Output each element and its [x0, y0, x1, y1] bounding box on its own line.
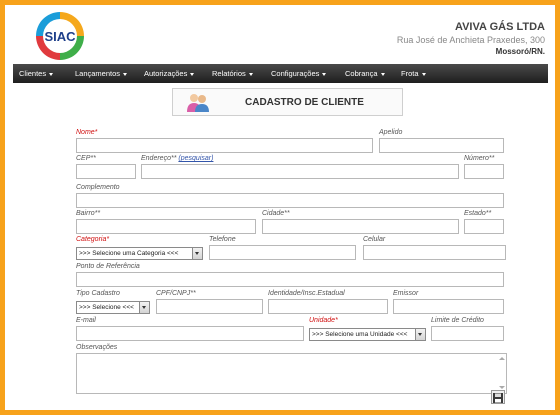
menu-label: Lançamentos [75, 69, 121, 78]
label-apelido: Apelido [379, 129, 403, 136]
estado-input[interactable] [464, 219, 504, 234]
identidade-input[interactable] [268, 299, 388, 314]
label-cpf-cnpj: CPF/CNPJ** [156, 290, 196, 297]
menu-label: Cobrança [345, 69, 378, 78]
page-frame [5, 5, 555, 410]
label-estado: Estado** [464, 210, 492, 217]
endereco-input[interactable] [141, 164, 459, 179]
chevron-down-icon [139, 302, 149, 313]
menu-cobranca[interactable] [345, 64, 385, 83]
label-email: E-mail [76, 317, 96, 324]
telefone-input[interactable] [209, 245, 356, 260]
chevron-down-icon [190, 73, 194, 76]
chevron-down-icon [381, 73, 385, 76]
header [5, 5, 555, 62]
label-tipo-cadastro: Tipo Cadastro [76, 290, 120, 297]
company-address: Rua José de Anchieta Praxedes, 300 [396, 35, 545, 45]
menu-label: Configurações [271, 69, 320, 78]
chevron-down-icon [422, 73, 426, 76]
tipo-cadastro-select-value: >>> Selecione <<< [79, 304, 134, 311]
numero-input[interactable] [464, 164, 504, 179]
company-info [397, 21, 545, 56]
chevron-down-icon [322, 73, 326, 76]
users-icon [185, 91, 211, 113]
form-title-box [172, 88, 403, 116]
save-button[interactable] [491, 390, 505, 404]
bairro-input[interactable] [76, 219, 256, 234]
label-identidade: Identidade/Insc.Estadual [268, 290, 345, 297]
menu-label: Clientes [19, 69, 47, 78]
label-endereco [141, 155, 213, 162]
scroll-up-icon[interactable] [499, 356, 505, 362]
company-city: Mossoró/RN. [495, 47, 545, 56]
label-ponto-referencia: Ponto de Referência [76, 263, 140, 270]
chevron-down-icon [415, 329, 425, 340]
logo-text: SIAC [44, 29, 76, 44]
siac-logo [33, 9, 87, 63]
email-input[interactable] [76, 326, 304, 341]
chevron-down-icon [249, 73, 253, 76]
chevron-down-icon [123, 73, 127, 76]
unidade-select-value: >>> Selecione uma Unidade <<< [312, 331, 408, 338]
endereco-label-text: Endereço** [141, 155, 177, 162]
categoria-select-value: >>> Selecione uma Categoria <<< [79, 250, 179, 257]
label-telefone: Telefone [209, 236, 236, 243]
label-emissor: Emissor [393, 290, 419, 297]
menu-clientes[interactable] [19, 64, 53, 83]
floppy-disk-icon [492, 392, 504, 404]
menu-lancamentos[interactable] [75, 64, 127, 83]
categoria-select[interactable] [76, 247, 203, 260]
chevron-down-icon [49, 73, 53, 76]
main-menu [13, 64, 548, 83]
menu-label: Autorizações [144, 69, 188, 78]
client-form [13, 83, 548, 410]
tipo-cadastro-select[interactable] [76, 301, 150, 314]
apelido-input[interactable] [379, 138, 504, 153]
company-name: AVIVA GÁS LTDA [454, 21, 545, 33]
label-numero: Número** [464, 155, 495, 162]
label-cidade: Cidade** [262, 210, 290, 217]
label-observacoes: Observações [76, 344, 118, 351]
cidade-input[interactable] [262, 219, 459, 234]
menu-autorizacoes[interactable] [144, 64, 194, 83]
observacoes-textarea[interactable] [76, 353, 507, 394]
menu-frota[interactable] [401, 64, 426, 83]
pesquisar-link[interactable]: (pesquisar) [178, 155, 214, 162]
label-cep: CEP** [76, 155, 96, 162]
form-title: CADASTRO DE CLIENTE [245, 97, 364, 108]
celular-input[interactable] [363, 245, 506, 260]
menu-label: Relatórios [212, 69, 246, 78]
chevron-down-icon [192, 248, 202, 259]
label-celular: Celular [363, 236, 386, 243]
menu-configuracoes[interactable] [271, 64, 326, 83]
menu-label: Frota [401, 69, 419, 78]
ponto-referencia-input[interactable] [76, 272, 504, 287]
emissor-input[interactable] [393, 299, 504, 314]
label-unidade: Unidade* [309, 317, 338, 324]
unidade-select[interactable] [309, 328, 426, 341]
cep-input[interactable] [76, 164, 136, 179]
label-limite-credito: Limite de Crédito [431, 317, 484, 324]
limite-credito-input[interactable] [431, 326, 504, 341]
complemento-input[interactable] [76, 193, 504, 208]
nome-input[interactable] [76, 138, 373, 153]
cpf-cnpj-input[interactable] [156, 299, 263, 314]
label-categoria: Categoria* [76, 236, 110, 243]
menu-relatorios[interactable] [212, 64, 253, 83]
label-complemento: Complemento [76, 184, 120, 191]
label-bairro: Bairro** [76, 210, 101, 217]
label-nome: Nome* [76, 129, 98, 136]
